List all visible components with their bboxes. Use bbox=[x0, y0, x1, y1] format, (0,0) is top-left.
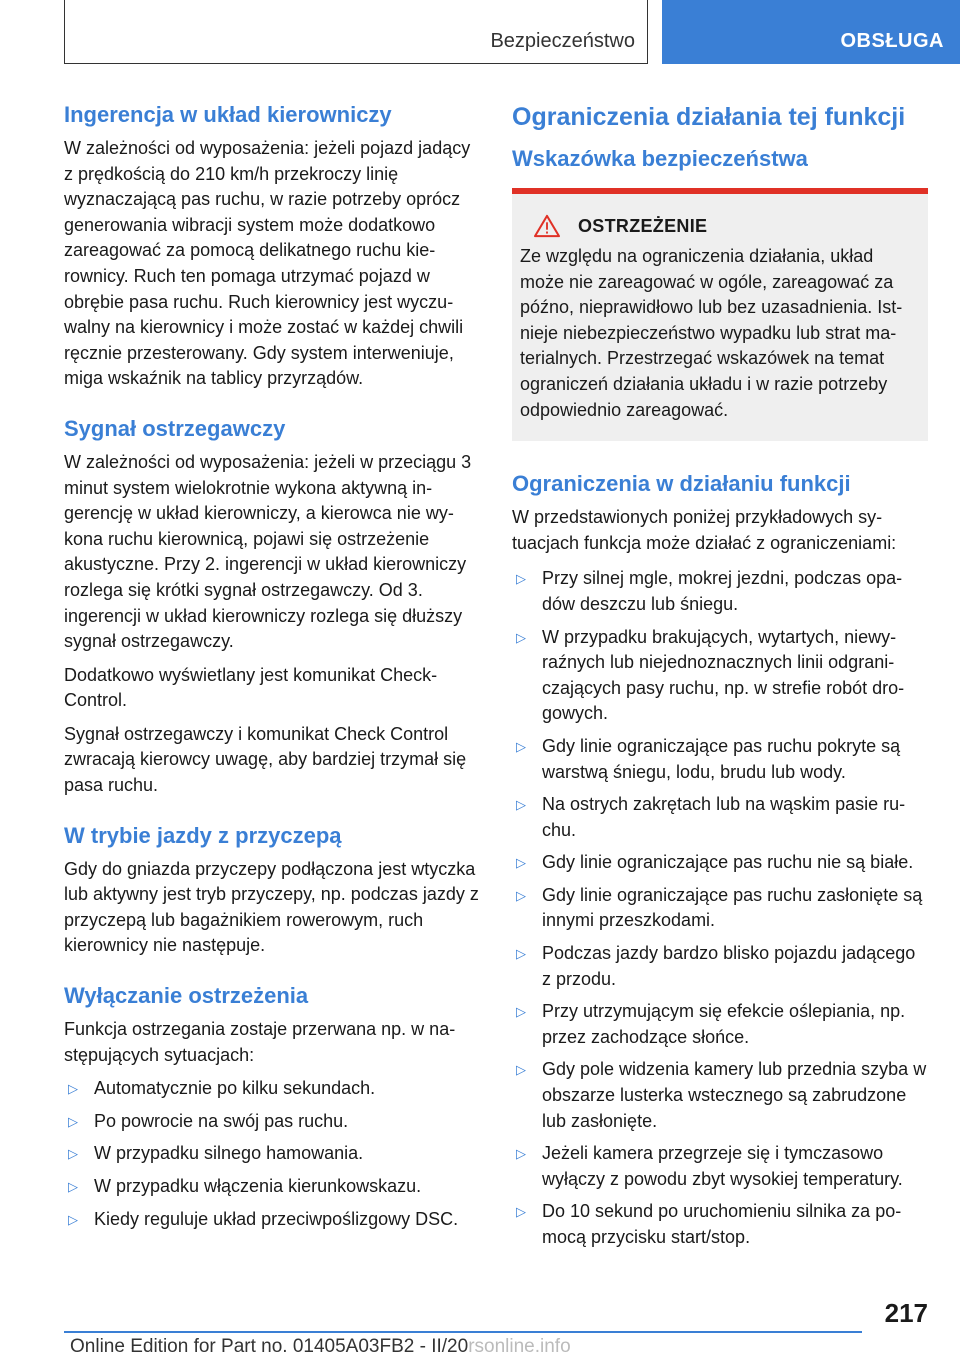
triangle-bullet-icon: ▷ bbox=[516, 946, 526, 962]
list-item: ▷ Podczas jazdy bardzo blisko pojazdu jadącego z przodu. bbox=[516, 943, 916, 989]
header-chapter-label: OBSŁUGA bbox=[840, 30, 944, 52]
section-trailer-mode bbox=[64, 821, 480, 959]
warning-triangle-icon bbox=[532, 214, 562, 238]
warning-body bbox=[512, 194, 928, 441]
safety-title: Wskazówka bezpieczeństwa bbox=[512, 146, 808, 171]
triangle-bullet-icon: ▷ bbox=[516, 1004, 526, 1020]
header-chapter-tab bbox=[662, 0, 960, 64]
triangle-bullet-icon: ▷ bbox=[68, 1113, 78, 1129]
main-title: Ograniczenia działania tej funkcji bbox=[512, 103, 906, 131]
list-item: ▷ Gdy linie ograniczające pas ruchu nie są białe. bbox=[512, 850, 928, 876]
list-item: ▷ Kiedy reguluje układ przeciwpoślizgowy DSC. bbox=[64, 1207, 480, 1233]
list-item: ▷ Gdy pole widzenia kamery lub przednia szyba w obszarze lusterka wstecznego są zabrudzone lub zasłonięte. bbox=[516, 1059, 927, 1131]
paragraph: W zależności od wyposażenia: jeżeli w przeciągu 3 minut system wielokrotnie wykona aktywną ingerencję w układ kierowniczy, a kierowca nie wykona ruchu kierownicą, pojawi się ostrzeżenie akustyczne. Przy 2. ingerencji w układ kierowniczy rozlega się krótki sygnał ostrzegawczy. Od 3. ingerencji w układ kierowniczy rozlega się dłuższy sygnał ostrzegawczy. bbox=[64, 451, 472, 652]
header-section-box bbox=[64, 0, 648, 64]
warning-header bbox=[520, 214, 920, 238]
list-item: ▷ W przypadku włączenia kierunkowskazu. bbox=[64, 1174, 480, 1200]
triangle-bullet-icon: ▷ bbox=[516, 571, 526, 587]
list-item: ▷ Przy silnej mgle, mokrej jezdni, podczas opadów deszczu lub śniegu. bbox=[516, 568, 903, 614]
section-title: Sygnał ostrzegawczy bbox=[64, 415, 286, 441]
paragraph: Funkcja ostrzegania zostaje przerwana np. w następujących sytuacjach: bbox=[64, 1019, 456, 1065]
list-item: ▷ Na ostrych zakrętach lub na wąskim pasie ruchu. bbox=[516, 794, 906, 840]
right-column bbox=[512, 100, 928, 1273]
list-item: ▷ Gdy linie ograniczające pas ruchu pokryte są warstwą śniegu, lodu, brudu lub wody. bbox=[516, 735, 901, 782]
header-section-title: Bezpieczeństwo bbox=[490, 30, 635, 52]
warning-box bbox=[512, 188, 928, 441]
paragraph: Gdy do gniazda przyczepy podłączona jest wtyczka lub aktywny jest tryb przyczepy, np. podczas jazdy z przyczepą lub bagażnikiem rowerowym, ruch kierownicy nie następuje. bbox=[64, 858, 479, 956]
footer-watermark: rsonline.info bbox=[468, 1336, 571, 1357]
triangle-bullet-icon: ▷ bbox=[516, 887, 526, 903]
list-item: ▷ Jeżeli kamera przegrzeje się i tymczasowo wyłączy z powodu zbyt wysokiej temperatury. bbox=[516, 1143, 903, 1189]
warning-text: Ze względu na ograniczenia działania, układ może nie zareagować w ogóle, zareagować za późno, nieprawidłowo lub bez uzasadnienia. Istnieje niebezpieczeństwo wypadku lub strat materialnych. Przestrzegać wskazówek na temat ograniczeń działania układu i w razie potrzeby odpowiednio zareagować. bbox=[520, 246, 903, 420]
triangle-bullet-icon: ▷ bbox=[516, 1146, 526, 1162]
list-item: ▷ Gdy linie ograniczające pas ruchu zasłonięte są innymi przeszkodami. bbox=[516, 884, 923, 931]
section-title: Ograniczenia w działaniu funkcji bbox=[512, 471, 851, 497]
triangle-bullet-icon: ▷ bbox=[516, 1204, 526, 1220]
paragraph: Sygnał ostrzegawczy i komunikat Check Control zwracają kierowcy uwagę, aby bardziej trzymał się pasa ruchu. bbox=[64, 723, 467, 796]
list-item: ▷ Automatycznie po kilku sekundach. bbox=[64, 1076, 480, 1102]
section-title: W trybie jazdy z przyczepą bbox=[64, 822, 342, 848]
section-disable-warning bbox=[64, 981, 480, 1232]
list-item: ▷ W przypadku brakujących, wytartych, niewyraźnych lub niejednoznacznych linii odgraniczających pasy ruchu, np. w strefie robót drogowych. bbox=[516, 626, 905, 724]
triangle-bullet-icon: ▷ bbox=[68, 1146, 78, 1162]
section-function-limits bbox=[512, 469, 928, 1250]
paragraph: W przedstawionych poniżej przykładowych sytuacjach funkcja może działać z ograniczeniami: bbox=[512, 507, 897, 553]
list-item: ▷ W przypadku silnego hamowania. bbox=[64, 1141, 480, 1167]
paragraph: Dodatkowo wyświetlany jest komunikat Check-Control. bbox=[64, 664, 438, 711]
warning-label: OSTRZEŻENIE bbox=[578, 215, 708, 236]
triangle-bullet-icon: ▷ bbox=[68, 1179, 78, 1194]
list-item: ▷ Do 10 sekund po uruchomieniu silnika za pomocą przycisku start/stop. bbox=[516, 1201, 902, 1247]
triangle-bullet-icon: ▷ bbox=[68, 1081, 78, 1097]
section-title: Wyłączanie ostrzeżenia bbox=[64, 983, 309, 1009]
section-steering-intervention bbox=[64, 100, 480, 392]
section-title: Ingerencja w układ kierowniczy bbox=[64, 102, 392, 127]
left-column bbox=[64, 100, 480, 1254]
list-item: ▷ Po powrocie na swój pas ruchu. bbox=[64, 1109, 480, 1135]
triangle-bullet-icon: ▷ bbox=[516, 1062, 526, 1078]
page-number: 217 bbox=[884, 1298, 928, 1328]
list-item: ▷ Przy utrzymującym się efekcie oślepiania, np. przez zachodzące słońce. bbox=[516, 1001, 906, 1047]
triangle-bullet-icon: ▷ bbox=[516, 629, 526, 645]
bullet-list bbox=[512, 566, 928, 1250]
triangle-bullet-icon: ▷ bbox=[516, 738, 526, 754]
footer bbox=[70, 1336, 960, 1358]
paragraph: W zależności od wyposażenia: jeżeli pojazd jadący z prędkością do 210 km/h przekroczy linię wyznaczającą pas ruchu, w razie potrzeby oprócz generowania wibracji system może dodatkowo zareagować za pomocą delikatnego ruchu kierownicy. Ruch ten pomaga utrzymać pojazd w obrębie pasa ruchu. Ruch kierownicy jest wyczuwalny na kierownicy i może zostać w każdej chwili ręcznie przesterowany. Gdy system interweniuje, miga wskaźnik na tablicy przyrządów. bbox=[64, 138, 471, 389]
footer-edition: Online Edition for Part no. 01405A03FB2 - II/20 bbox=[70, 1336, 469, 1357]
footer-rule bbox=[64, 1331, 862, 1333]
bullet-list bbox=[64, 1076, 480, 1232]
triangle-bullet-icon: ▷ bbox=[516, 855, 526, 871]
triangle-bullet-icon: ▷ bbox=[516, 797, 526, 813]
section-warning-signal bbox=[64, 414, 480, 799]
triangle-bullet-icon: ▷ bbox=[68, 1211, 78, 1227]
